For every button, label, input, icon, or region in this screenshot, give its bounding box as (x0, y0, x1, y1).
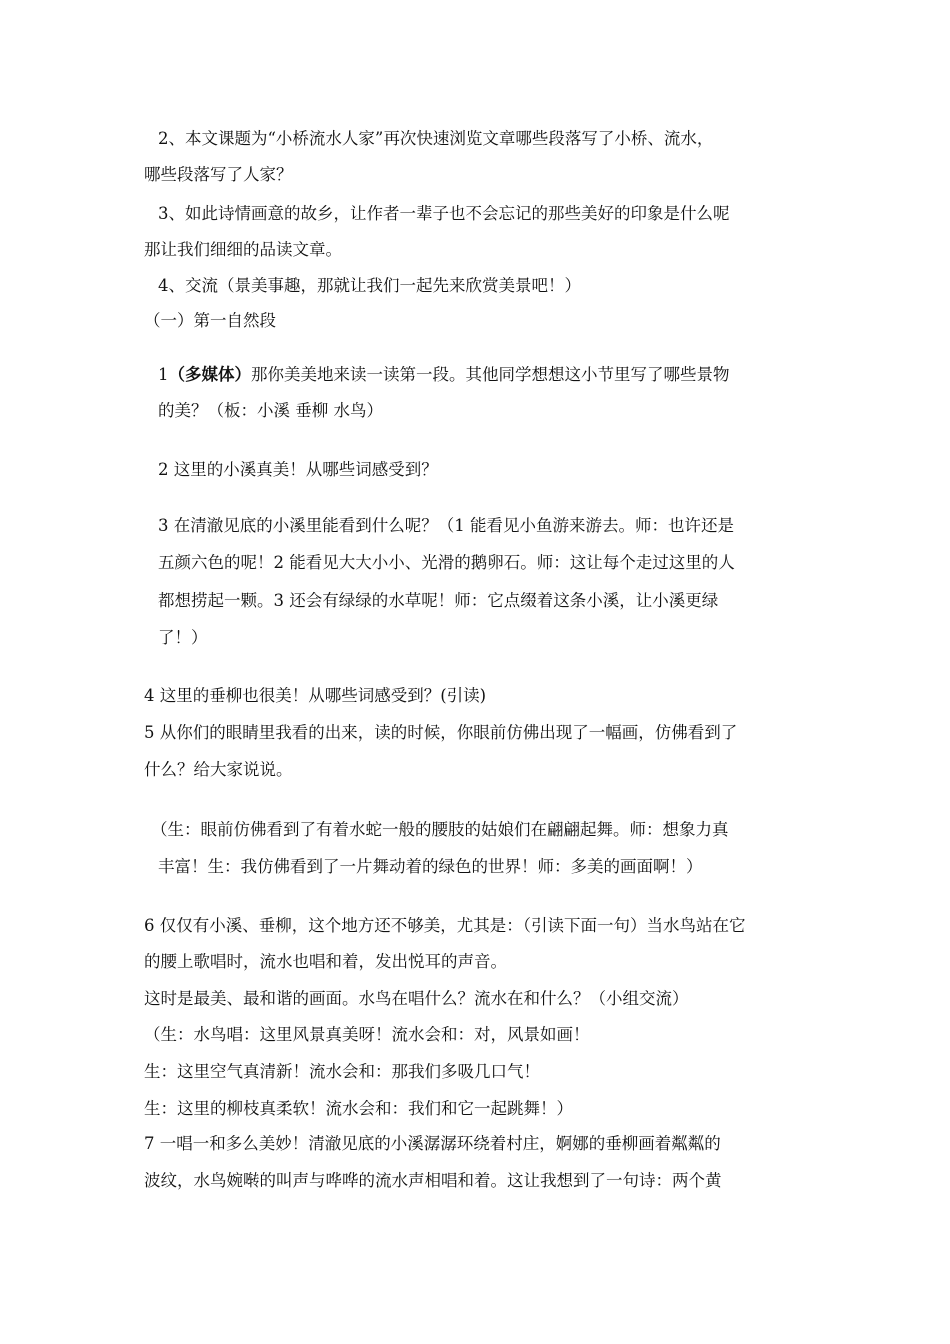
item-2-line: 2 这里的小溪真美！从哪些词感受到？ (158, 460, 438, 479)
item-7-line-2: 波纹，水鸟婉啭的叫声与哗哗的流水声相唱和着。这让我想到了一句诗：两个黄 (144, 1171, 722, 1190)
item-5-line-1: 5 从你们的眼睛里我看的出来，读的时候，你眼前仿佛出现了一幅画，仿佛看到了 (144, 723, 738, 742)
item-6-line-2: 的腰上歌唱时，流水也唱和着，发出悦耳的声音。 (144, 952, 507, 971)
question-4-line: 4、交流（景美事趣，那就让我们一起先来欣赏美景吧！） (158, 276, 581, 295)
item-1-number: 1 (158, 365, 169, 384)
question-2-line-2: 哪些段落写了人家？ (144, 165, 293, 184)
item-1-multimedia-label: （多媒体） (168, 365, 251, 384)
student-answer-line-1: （生：眼前仿佛看到了有着水蛇一般的腰肢的姑娘们在翩翩起舞。师：想象力真 (151, 820, 729, 839)
question-2-line-1: 2、本文课题为“小桥流水人家”再次快速浏览文章哪些段落写了小桥、流水， (158, 129, 714, 148)
item-6-line-5: 生：这里空气真清新！流水会和：那我们多吸几口气！ (144, 1062, 540, 1081)
item-1-text: 那你美美地来读一读第一段。其他同学想想这小节里写了哪些景物 (251, 365, 730, 384)
item-3-line-3: 都想捞起一颗。3 还会有绿绿的水草呢！师：它点缀着这条小溪，让小溪更绿 (158, 591, 719, 610)
question-3-line-2: 那让我们细细的品读文章。 (144, 240, 342, 259)
item-4-line: 4 这里的垂柳也很美！从哪些词感受到？(引读) (144, 686, 487, 705)
question-3-line-1: 3、如此诗情画意的故乡，让作者一辈子也不会忘记的那些美好的印象是什么呢 (158, 204, 730, 223)
item-1-line-2: 的美？（板：小溪 垂柳 水鸟） (158, 401, 383, 420)
item-6-line-3: 这时是最美、最和谐的画面。水鸟在唱什么？流水在和什么？（小组交流） (144, 989, 689, 1008)
section-heading-1: （一）第一自然段 (144, 311, 276, 330)
item-7-line-1: 7 一唱一和多么美妙！清澈见底的小溪潺潺环绕着村庄，婀娜的垂柳画着粼粼的 (144, 1134, 721, 1153)
item-6-line-4: （生：水鸟唱：这里风景真美呀！流水会和：对，风景如画！ (144, 1025, 590, 1044)
item-6-line-1: 6 仅仅有小溪、垂柳，这个地方还不够美，尤其是：（引读下面一句）当水鸟站在它 (144, 916, 746, 935)
item-6-line-6: 生：这里的柳枝真柔软！流水会和：我们和它一起跳舞！） (144, 1099, 573, 1118)
item-3-line-4: 了！） (158, 628, 208, 647)
item-3-line-2: 五颜六色的呢！2 能看见大大小小、光滑的鹅卵石。师：这让每个走过这里的人 (158, 553, 735, 572)
item-5-line-2: 什么？给大家说说。 (144, 760, 293, 779)
item-3-line-1: 3 在清澈见底的小溪里能看到什么呢？（1 能看见小鱼游来游去。师：也许还是 (158, 516, 734, 535)
item-1-line-1 (158, 363, 730, 387)
student-answer-line-2: 丰富！生：我仿佛看到了一片舞动着的绿色的世界！师：多美的画面啊！） (158, 857, 703, 876)
